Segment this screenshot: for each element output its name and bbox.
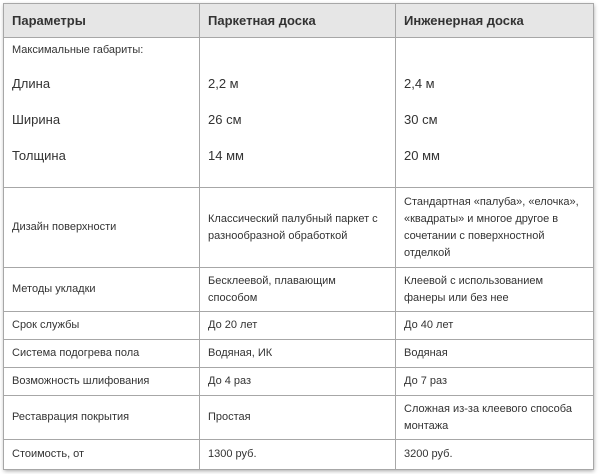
row-engineered: До 7 раз [396, 368, 594, 396]
row-parquet: Простая [200, 396, 396, 440]
dimensions-title: Максимальные габариты: [12, 44, 144, 56]
header-parquet: Паркетная доска [200, 4, 396, 38]
row-param: Методы укладки [4, 268, 200, 312]
row-param: Срок службы [4, 312, 200, 340]
comparison-table [3, 3, 594, 470]
row-param: Стоимость, от [4, 440, 200, 470]
row-engineered: Стандартная «палуба», «елочка», «квадраты» и многое другое в сочетании с поверхностной отделкой [396, 188, 594, 268]
row-parquet: До 4 раз [200, 368, 396, 396]
row-parquet: До 20 лет [200, 312, 396, 340]
table-row [4, 188, 594, 268]
dimensions-parquet-cell [200, 38, 396, 188]
row-parquet: Классический палубный паркет с разнообразной обработкой [200, 188, 396, 268]
table-row [4, 396, 594, 440]
comparison-table-frame [3, 3, 593, 469]
engineered-length: 2,4 м [404, 76, 435, 91]
table-row [4, 440, 594, 470]
engineered-thickness: 20 мм [404, 148, 440, 163]
dimensions-params-cell [4, 38, 200, 188]
row-parquet: Бесклеевой, плавающим способом [200, 268, 396, 312]
dimension-label-thickness: Толщина [12, 148, 66, 163]
row-engineered: Клеевой с использованием фанеры или без нее [396, 268, 594, 312]
dimensions-row [4, 38, 594, 188]
row-engineered: Водяная [396, 340, 594, 368]
table-row [4, 312, 594, 340]
header-engineered: Инженерная доска [396, 4, 594, 38]
header-params: Параметры [4, 4, 200, 38]
table-row [4, 340, 594, 368]
row-engineered: До 40 лет [396, 312, 594, 340]
parquet-thickness: 14 мм [208, 148, 244, 163]
row-parquet: 1300 руб. [200, 440, 396, 470]
dimension-label-length: Длина [12, 76, 51, 91]
row-engineered: Сложная из-за клеевого способа монтажа [396, 396, 594, 440]
row-engineered: 3200 руб. [396, 440, 594, 470]
row-param: Система подогрева пола [4, 340, 200, 368]
row-param: Реставрация покрытия [4, 396, 200, 440]
row-param: Возможность шлифования [4, 368, 200, 396]
dimensions-engineered-cell [396, 38, 594, 188]
engineered-width: 30 см [404, 112, 438, 127]
parquet-width: 26 см [208, 112, 242, 127]
table-row [4, 368, 594, 396]
row-param: Дизайн поверхности [4, 188, 200, 268]
parquet-length: 2,2 м [208, 76, 239, 91]
table-row [4, 268, 594, 312]
row-parquet: Водяная, ИК [200, 340, 396, 368]
dimension-label-width: Ширина [12, 112, 61, 127]
header-row [4, 4, 594, 38]
